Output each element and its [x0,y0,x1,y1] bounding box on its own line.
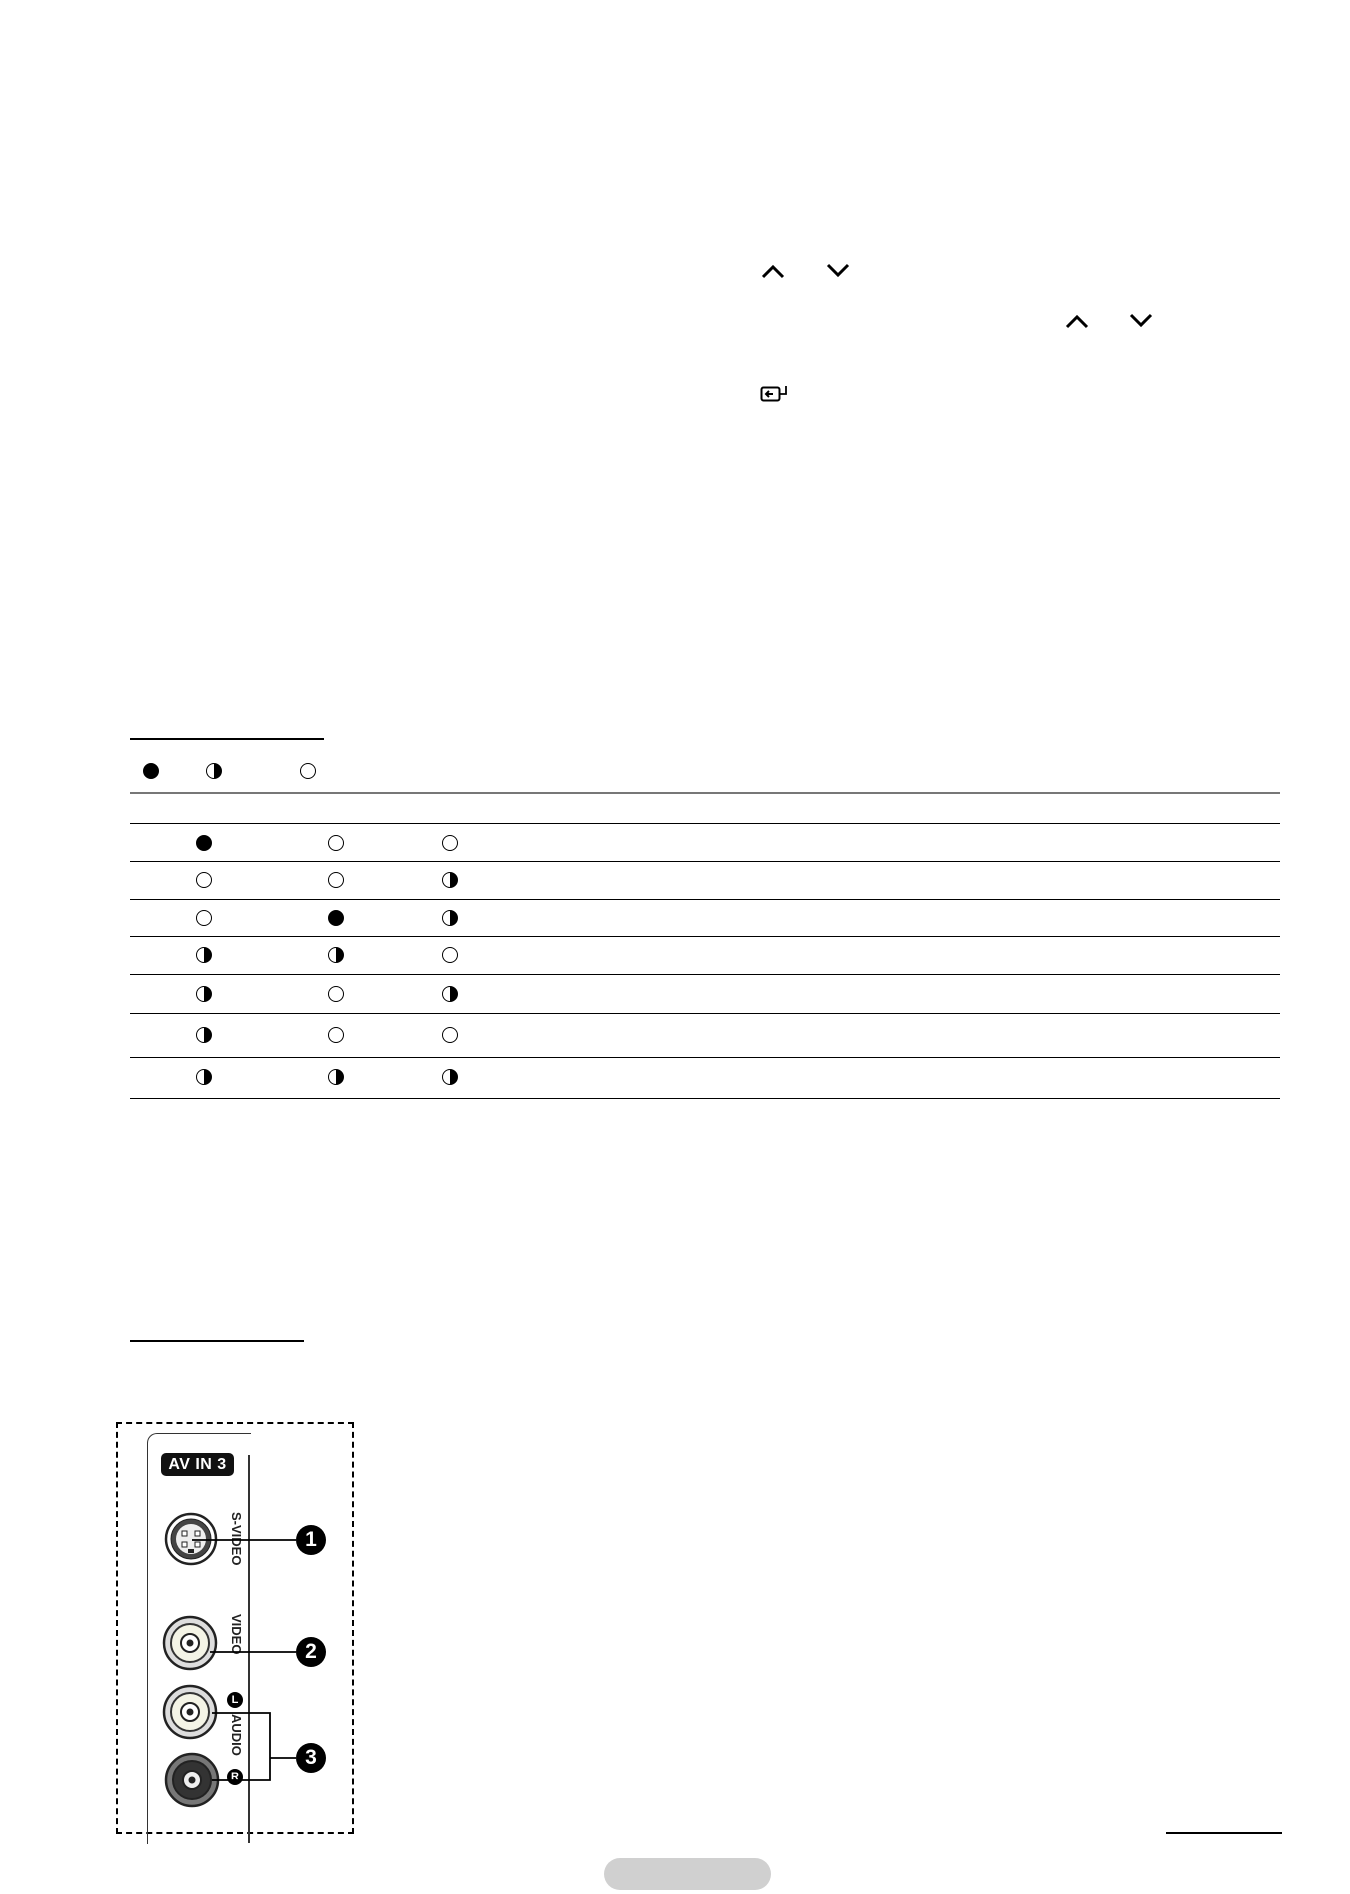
audio-label: AUDIO [229,1714,244,1756]
table-row-rule [130,974,1280,975]
video-label: VIDEO [229,1614,244,1655]
footer-rule [1166,1832,1282,1834]
table-row-rule [130,936,1280,937]
table-top-rule [130,792,1280,794]
table-cell-empty-icon [196,910,212,926]
table-cell-half-icon [196,986,212,1002]
table-cell-empty-icon [328,835,344,851]
table-row-rule [130,861,1280,862]
table-row-rule [130,1013,1280,1014]
callout-1: 1 [296,1525,326,1555]
table-cell-half-icon [442,872,458,888]
table-cell-half-icon [328,1069,344,1085]
legend-full-icon [143,763,159,779]
av-in-badge: AV IN 3 [161,1453,234,1476]
chevron-down-icon [825,262,851,280]
table-cell-empty-icon [442,1027,458,1043]
callout-lines [190,1530,300,1790]
chevron-up-icon [760,262,786,280]
table-cell-empty-icon [442,947,458,963]
audio-left-badge: L [227,1692,243,1708]
table-cell-half-icon [328,947,344,963]
chevron-up-icon [1064,312,1090,330]
callout-2: 2 [296,1637,326,1667]
callout-3: 3 [296,1743,326,1773]
table-header-rule [130,823,1280,824]
table-cell-empty-icon [442,835,458,851]
table-cell-full-icon [196,835,212,851]
s-video-label: S-VIDEO [229,1512,244,1566]
chevron-down-icon [1128,312,1154,330]
table-cell-empty-icon [328,872,344,888]
table-row-rule [130,1057,1280,1058]
section-rule [130,738,324,740]
page-number-pill [604,1858,771,1890]
table-cell-full-icon [328,910,344,926]
table-cell-half-icon [442,1069,458,1085]
table-cell-empty-icon [196,872,212,888]
table-cell-half-icon [442,986,458,1002]
table-cell-empty-icon [328,986,344,1002]
table-row-rule [130,1098,1280,1099]
table-row-rule [130,899,1280,900]
legend-half-icon [206,763,222,779]
table-cell-half-icon [442,910,458,926]
legend-empty-icon [300,763,316,779]
audio-right-badge: R [227,1769,243,1785]
table-cell-half-icon [196,947,212,963]
section-rule [130,1340,304,1342]
table-cell-half-icon [196,1027,212,1043]
enter-icon [760,384,790,404]
table-cell-empty-icon [328,1027,344,1043]
table-cell-half-icon [196,1069,212,1085]
